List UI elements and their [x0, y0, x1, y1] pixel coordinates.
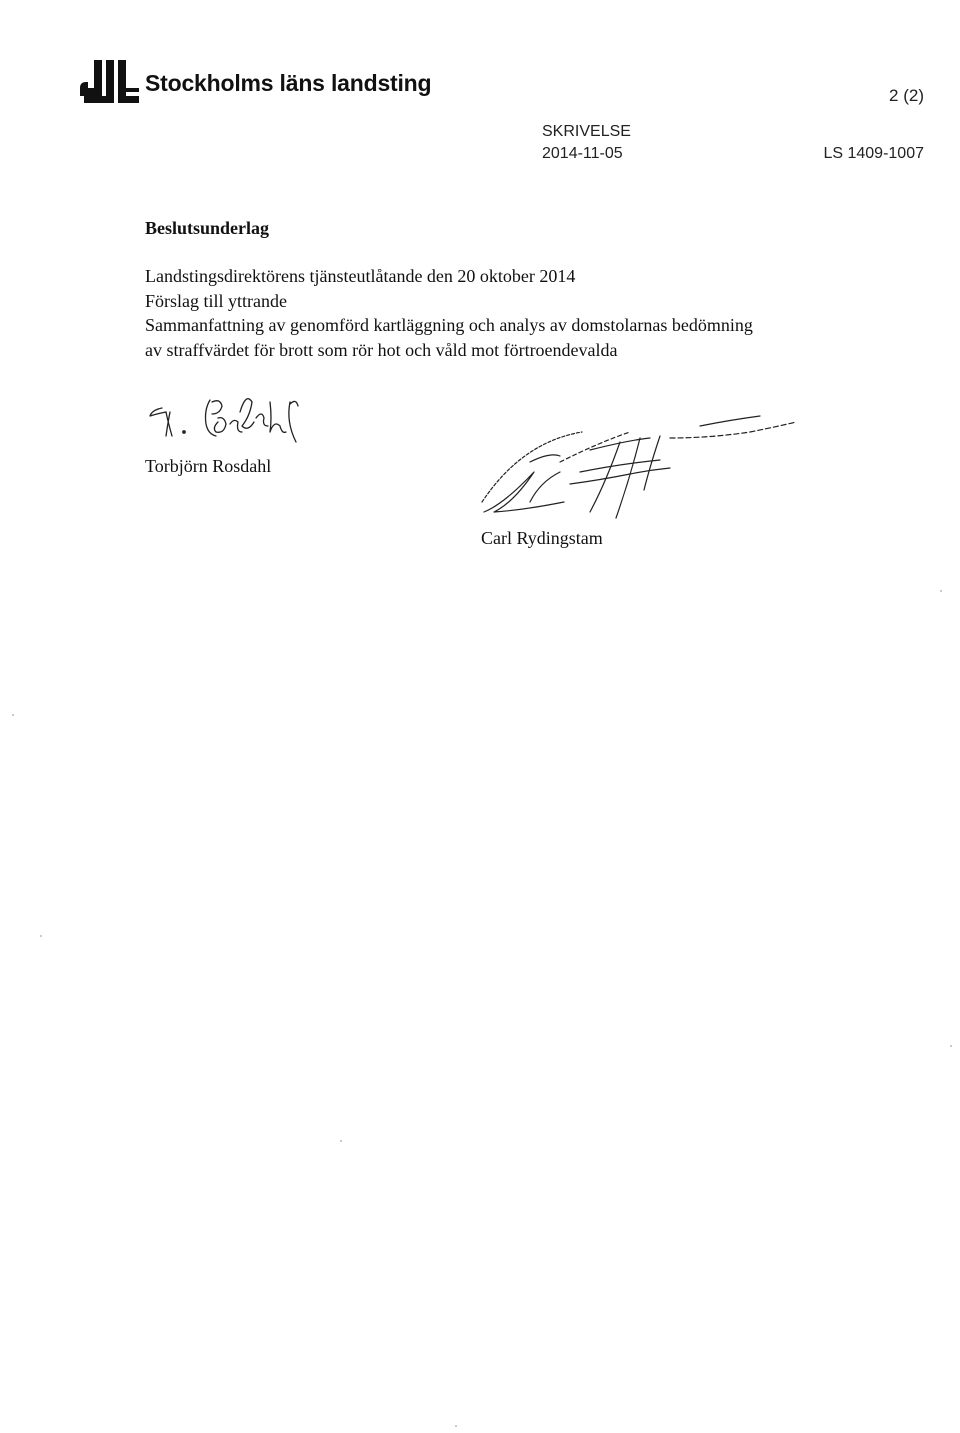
- section-heading: Beslutsunderlag: [145, 218, 270, 238]
- scan-speck: [950, 1045, 952, 1047]
- scan-speck: [12, 714, 14, 716]
- document-reference: LS 1409-1007: [823, 145, 924, 162]
- organization-logo: [80, 58, 431, 104]
- signatory-name: Torbjörn Rosdahl: [145, 456, 272, 476]
- scan-speck: [40, 935, 42, 937]
- list-item: Landstingsdirektörens tjänsteutlåtande den 20 oktober 2014: [145, 266, 576, 286]
- scan-speck: [340, 1140, 342, 1142]
- signatory-name: Carl Rydingstam: [481, 528, 603, 548]
- page-number: 2 (2): [889, 86, 924, 105]
- decision-basis-list: [145, 264, 765, 362]
- document-type: SKRIVELSE: [542, 123, 631, 140]
- list-item: Förslag till yttrande: [145, 290, 287, 311]
- signature-rosdahl-graphic: [140, 382, 330, 462]
- organization-name: Stockholms läns landsting: [145, 69, 432, 96]
- list-item: Sammanfattning av genomförd kartläggning och analys av domstolarnas bedömning av straffvärdet för brott som rör hot och våld mot förtroendevalda: [145, 315, 753, 360]
- document-date: 2014-11-05: [542, 145, 623, 162]
- sll-logo-icon: [80, 58, 140, 104]
- scan-speck: [940, 590, 942, 592]
- scan-speck: [455, 1425, 457, 1427]
- signature-rydingstam-graphic: [470, 402, 800, 532]
